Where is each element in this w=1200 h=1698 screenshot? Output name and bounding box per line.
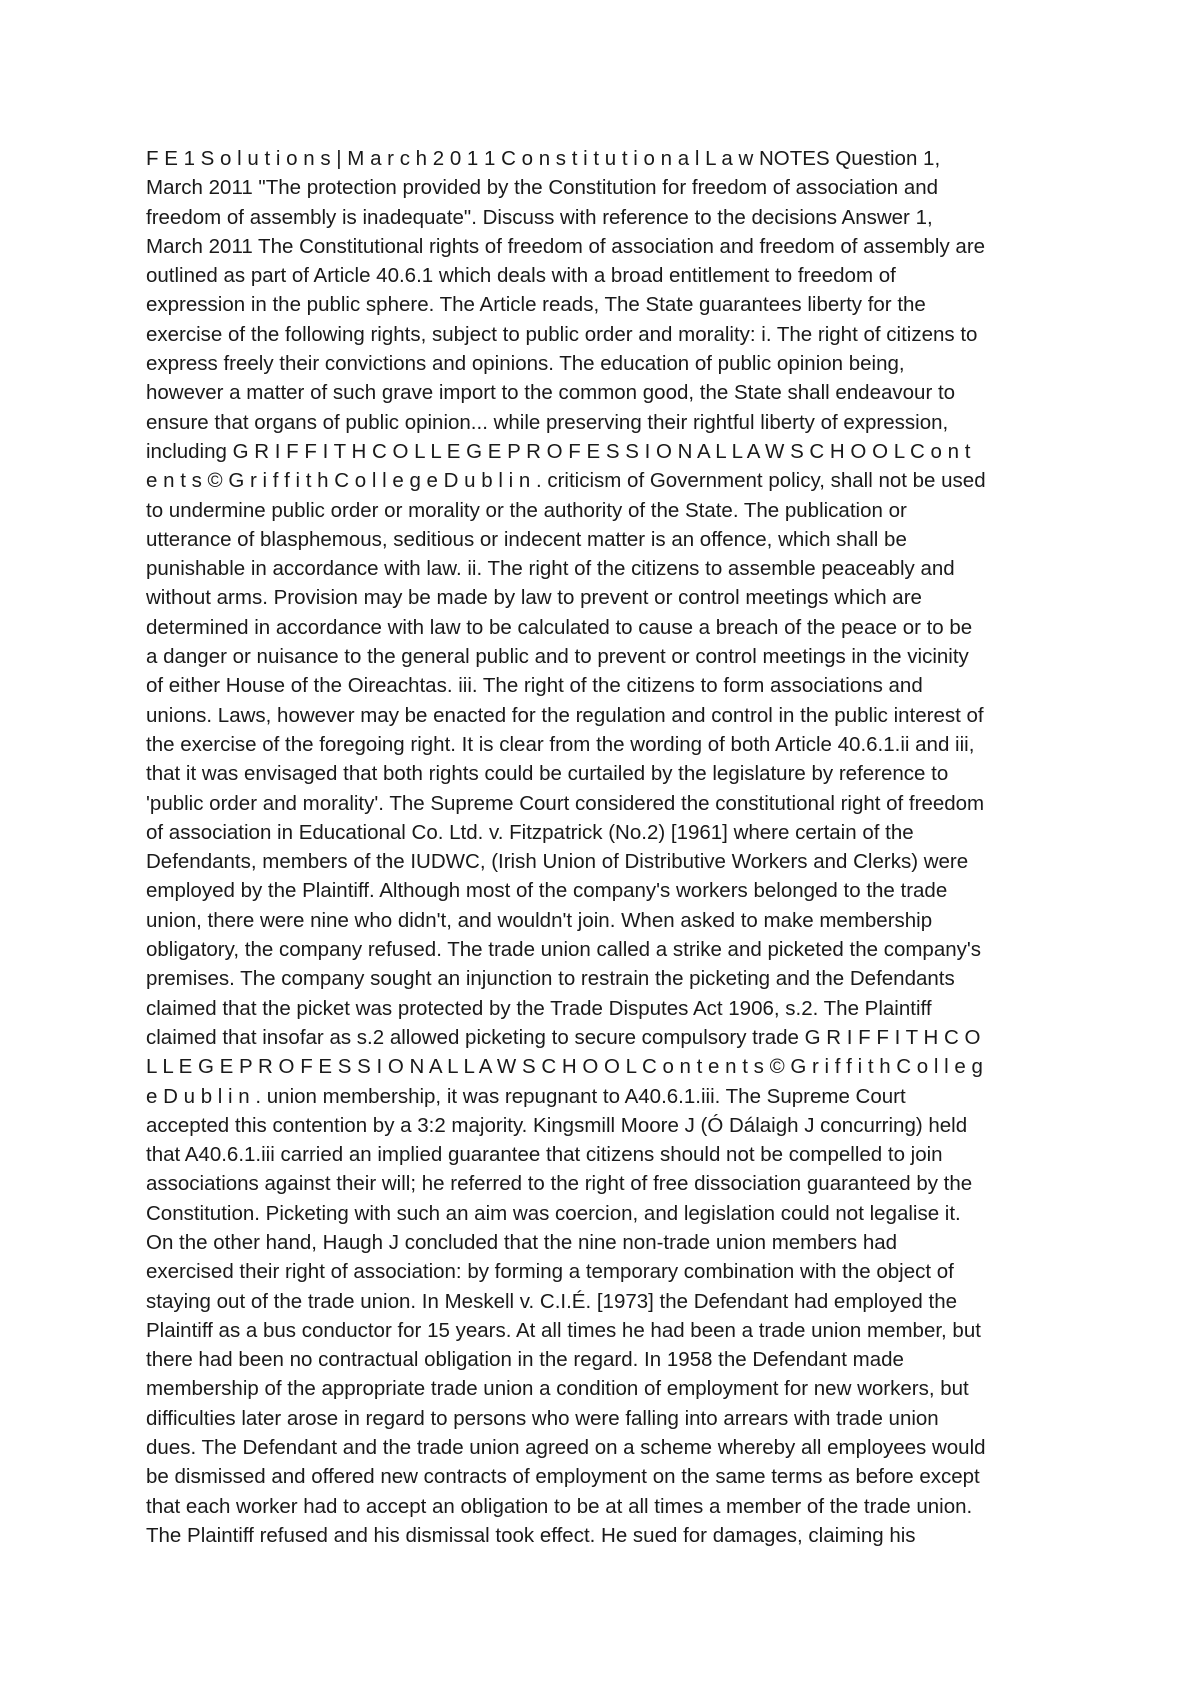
text-line: Plaintiff as a bus conductor for 15 years. At all times he had been a trade union member, but [146,1318,981,1342]
text-line: of either House of the Oireachtas. iii. The right of the citizens to form associations and [146,674,923,698]
text-line: utterance of blasphemous, seditious or indecent matter is an offence, which shall be [146,527,907,551]
text-line: March 2011 "The protection provided by the Constitution for freedom of association and [146,176,939,200]
text-line: 'public order and morality'. The Supreme Court considered the constitutional right of freedom [146,791,985,815]
text-line: the exercise of the foregoing right. It is clear from the wording of both Article 40.6.1.ii and iii, [146,732,975,756]
text-line: The Plaintiff refused and his dismissal took effect. He sued for damages, claiming his [146,1523,916,1547]
text-line: employed by the Plaintiff. Although most of the company's workers belonged to the trade [146,879,948,903]
text-line: premises. The company sought an injunction to restrain the picketing and the Defendants [146,967,955,991]
text-line: staying out of the trade union. In Meskell v. C.I.É. [1973] the Defendant had employed the [146,1289,958,1313]
text-line: claimed that insofar as s.2 allowed picketing to secure compulsory trade G R I F F I T H C O [146,1025,981,1049]
text-line: exercise of the following rights, subject to public order and morality: i. The right of citizens to [146,322,978,346]
text-line: that each worker had to accept an obligation to be at all times a member of the trade union. [146,1494,973,1518]
text-line: a danger or nuisance to the general public and to prevent or control meetings in the vicinity [146,645,969,669]
text-line: express freely their convictions and opinions. The education of public opinion being, [146,352,905,376]
text-line: Defendants, members of the IUDWC, (Irish Union of Distributive Workers and Clerks) were [146,850,969,874]
text-line: including G R I F F I T H C O L L E G E P R O F E S S I O N A L L A W S C H O O L C o n t [146,439,971,463]
text-line: e n t s © G r i f f i t h C o l l e g e D u b l i n . criticism of Government policy, shall not be used [146,469,986,493]
text-line: difficulties later arose in regard to persons who were falling into arrears with trade union [146,1406,939,1430]
text-line: expression in the public sphere. The Article reads, The State guarantees liberty for the [146,293,926,317]
text-line: freedom of assembly is inadequate". Discuss with reference to the decisions Answer 1, [146,205,933,229]
text-line: exercised their right of association: by forming a temporary combination with the object of [146,1260,954,1284]
text-line: e D u b l i n . union membership, it was repugnant to A40.6.1.iii. The Supreme Court [146,1084,906,1108]
text-line: determined in accordance with law to be calculated to cause a breach of the peace or to be [146,615,973,639]
text-line: be dismissed and offered new contracts of employment on the same terms as before except [146,1465,980,1489]
text-line: of association in Educational Co. Ltd. v. Fitzpatrick (No.2) [1961] where certain of the [146,820,914,844]
text-line: dues. The Defendant and the trade union agreed on a scheme whereby all employees would [146,1436,986,1460]
text-line: Constitution. Picketing with such an aim was coercion, and legislation could not legalise it. [146,1201,961,1225]
text-line: however a matter of such grave import to the common good, the State shall endeavour to [146,381,956,405]
text-line: F E 1 S o l u t i o n s | M a r c h 2 0 1 1 C o n s t i t u t i o n a l L a w NOTES Question 1, [146,147,941,170]
text-line: claimed that the picket was protected by the Trade Disputes Act 1906, s.2. The Plaintiff [146,996,932,1020]
text-line: without arms. Provision may be made by law to prevent or control meetings which are [146,586,922,610]
text-line: that it was envisaged that both rights could be curtailed by the legislature by reference to [146,762,949,786]
text-line: L L E G E P R O F E S S I O N A L L A W S C H O O L C o n t e n t s © G r i f f i t h C o l l e g [146,1055,983,1079]
text-line: ensure that organs of public opinion... while preserving their rightful liberty of expression, [146,410,949,434]
text-line: March 2011 The Constitutional rights of freedom of association and freedom of assembly are [146,234,986,258]
text-line: obligatory, the company refused. The trade union called a strike and picketed the company's [146,938,982,962]
text-line: punishable in accordance with law. ii. The right of the citizens to assemble peaceably and [146,557,955,581]
text-line: On the other hand, Haugh J concluded that the nine non-trade union members had [146,1230,898,1254]
text-line: to undermine public order or morality or the authority of the State. The publication or [146,498,907,522]
text-line: there had been no contractual obligation in the regard. In 1958 the Defendant made [146,1348,904,1372]
text-line: union, there were nine who didn't, and wouldn't join. When asked to make membership [146,908,933,932]
text-line: membership of the appropriate trade union a condition of employment for new workers, but [146,1377,969,1401]
text-line: outlined as part of Article 40.6.1 which deals with a broad entitlement to freedom of [146,264,896,288]
text-line: associations against their will; he referred to the right of free dissociation guaranteed by the [146,1172,973,1196]
text-line: accepted this contention by a 3:2 majority. Kingsmill Moore J (Ó Dálaigh J concurring) held [146,1113,968,1137]
document-body-text [146,144,1072,1550]
text-line: that A40.6.1.iii carried an implied guarantee that citizens should not be compelled to join [146,1143,943,1167]
text-line: unions. Laws, however may be enacted for the regulation and control in the public interest of [146,703,984,727]
